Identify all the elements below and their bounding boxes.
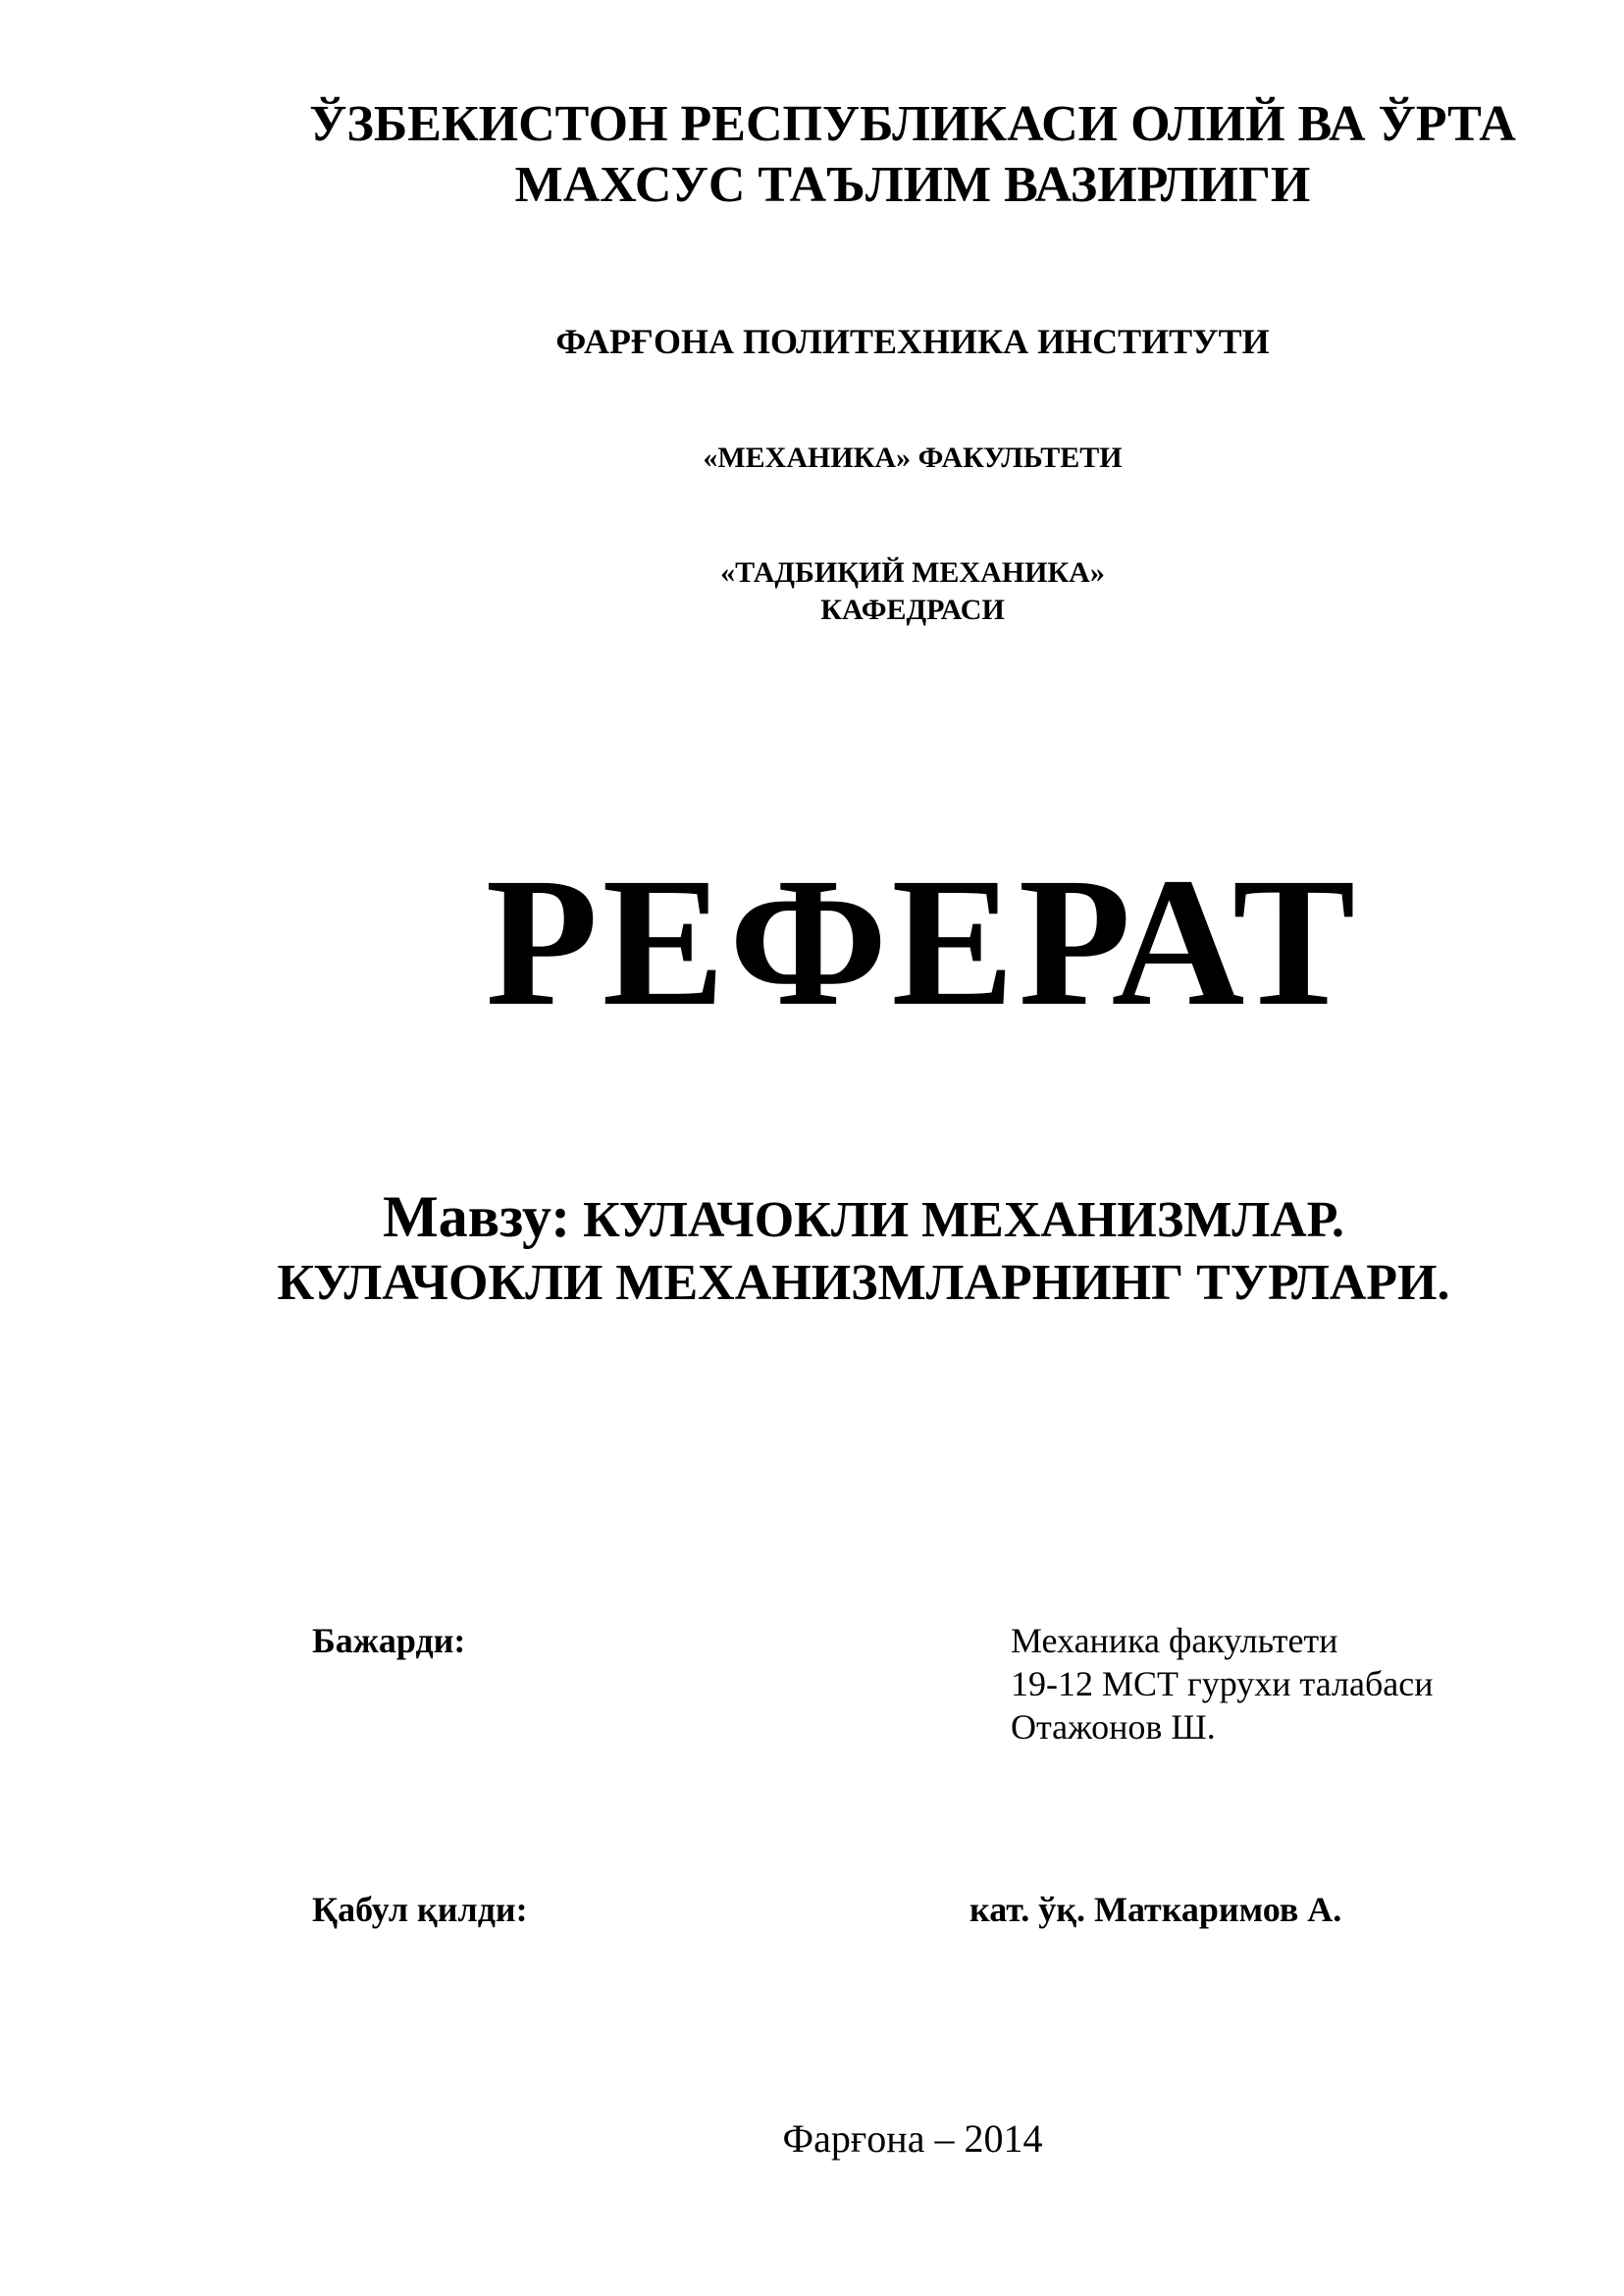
- department-line-2: КАФЕДРАСИ: [820, 594, 1005, 626]
- city-year: Фарғона – 2014: [782, 2116, 1043, 2161]
- performed-by-label: Бажарди:: [312, 1621, 466, 1660]
- topic-title-part-2: КУЛАЧОКЛИ МЕХАНИЗМЛАРНИНГ ТУРЛАРИ.: [277, 1255, 1450, 1311]
- department-line-1: «ТАДБИҚИЙ МЕХАНИКА»: [720, 556, 1105, 589]
- department-heading: [550, 554, 1276, 629]
- ministry-line-2: МАХСУС ТАЪЛИМ ВАЗИРЛИГИ: [514, 157, 1311, 213]
- student-name: Отажонов Ш.: [1011, 1707, 1216, 1747]
- topic-title-part-1: КУЛАЧОКЛИ МЕХАНИЗМЛАР.: [583, 1192, 1344, 1248]
- ministry-line-1: ЎЗБЕКИСТОН РЕСПУБЛИКАСИ ОЛИЙ ВА ЎРТА: [309, 96, 1516, 152]
- student-info: [1011, 1619, 1434, 1748]
- student-faculty: Механика факультети: [1011, 1621, 1338, 1660]
- document-type-title: РЕФЕРАТ: [485, 839, 1360, 1044]
- accepted-by-label: Қабул қилди:: [312, 1890, 528, 1929]
- topic-block: [177, 1185, 1550, 1315]
- topic-label: Мавзу:: [383, 1184, 571, 1249]
- ministry-heading: [245, 94, 1580, 216]
- topic-line-1: [177, 1185, 1550, 1252]
- faculty-name: «МЕХАНИКА» ФАКУЛЬТЕТИ: [703, 442, 1123, 474]
- institute-name: ФАРҒОНА ПОЛИТЕХНИКА ИНСТИТУТИ: [555, 322, 1270, 361]
- student-group: 19-12 МСТ гурухи талабаси: [1011, 1664, 1434, 1703]
- supervisor-name: кат. ўқ. Маткаримов А.: [969, 1890, 1342, 1929]
